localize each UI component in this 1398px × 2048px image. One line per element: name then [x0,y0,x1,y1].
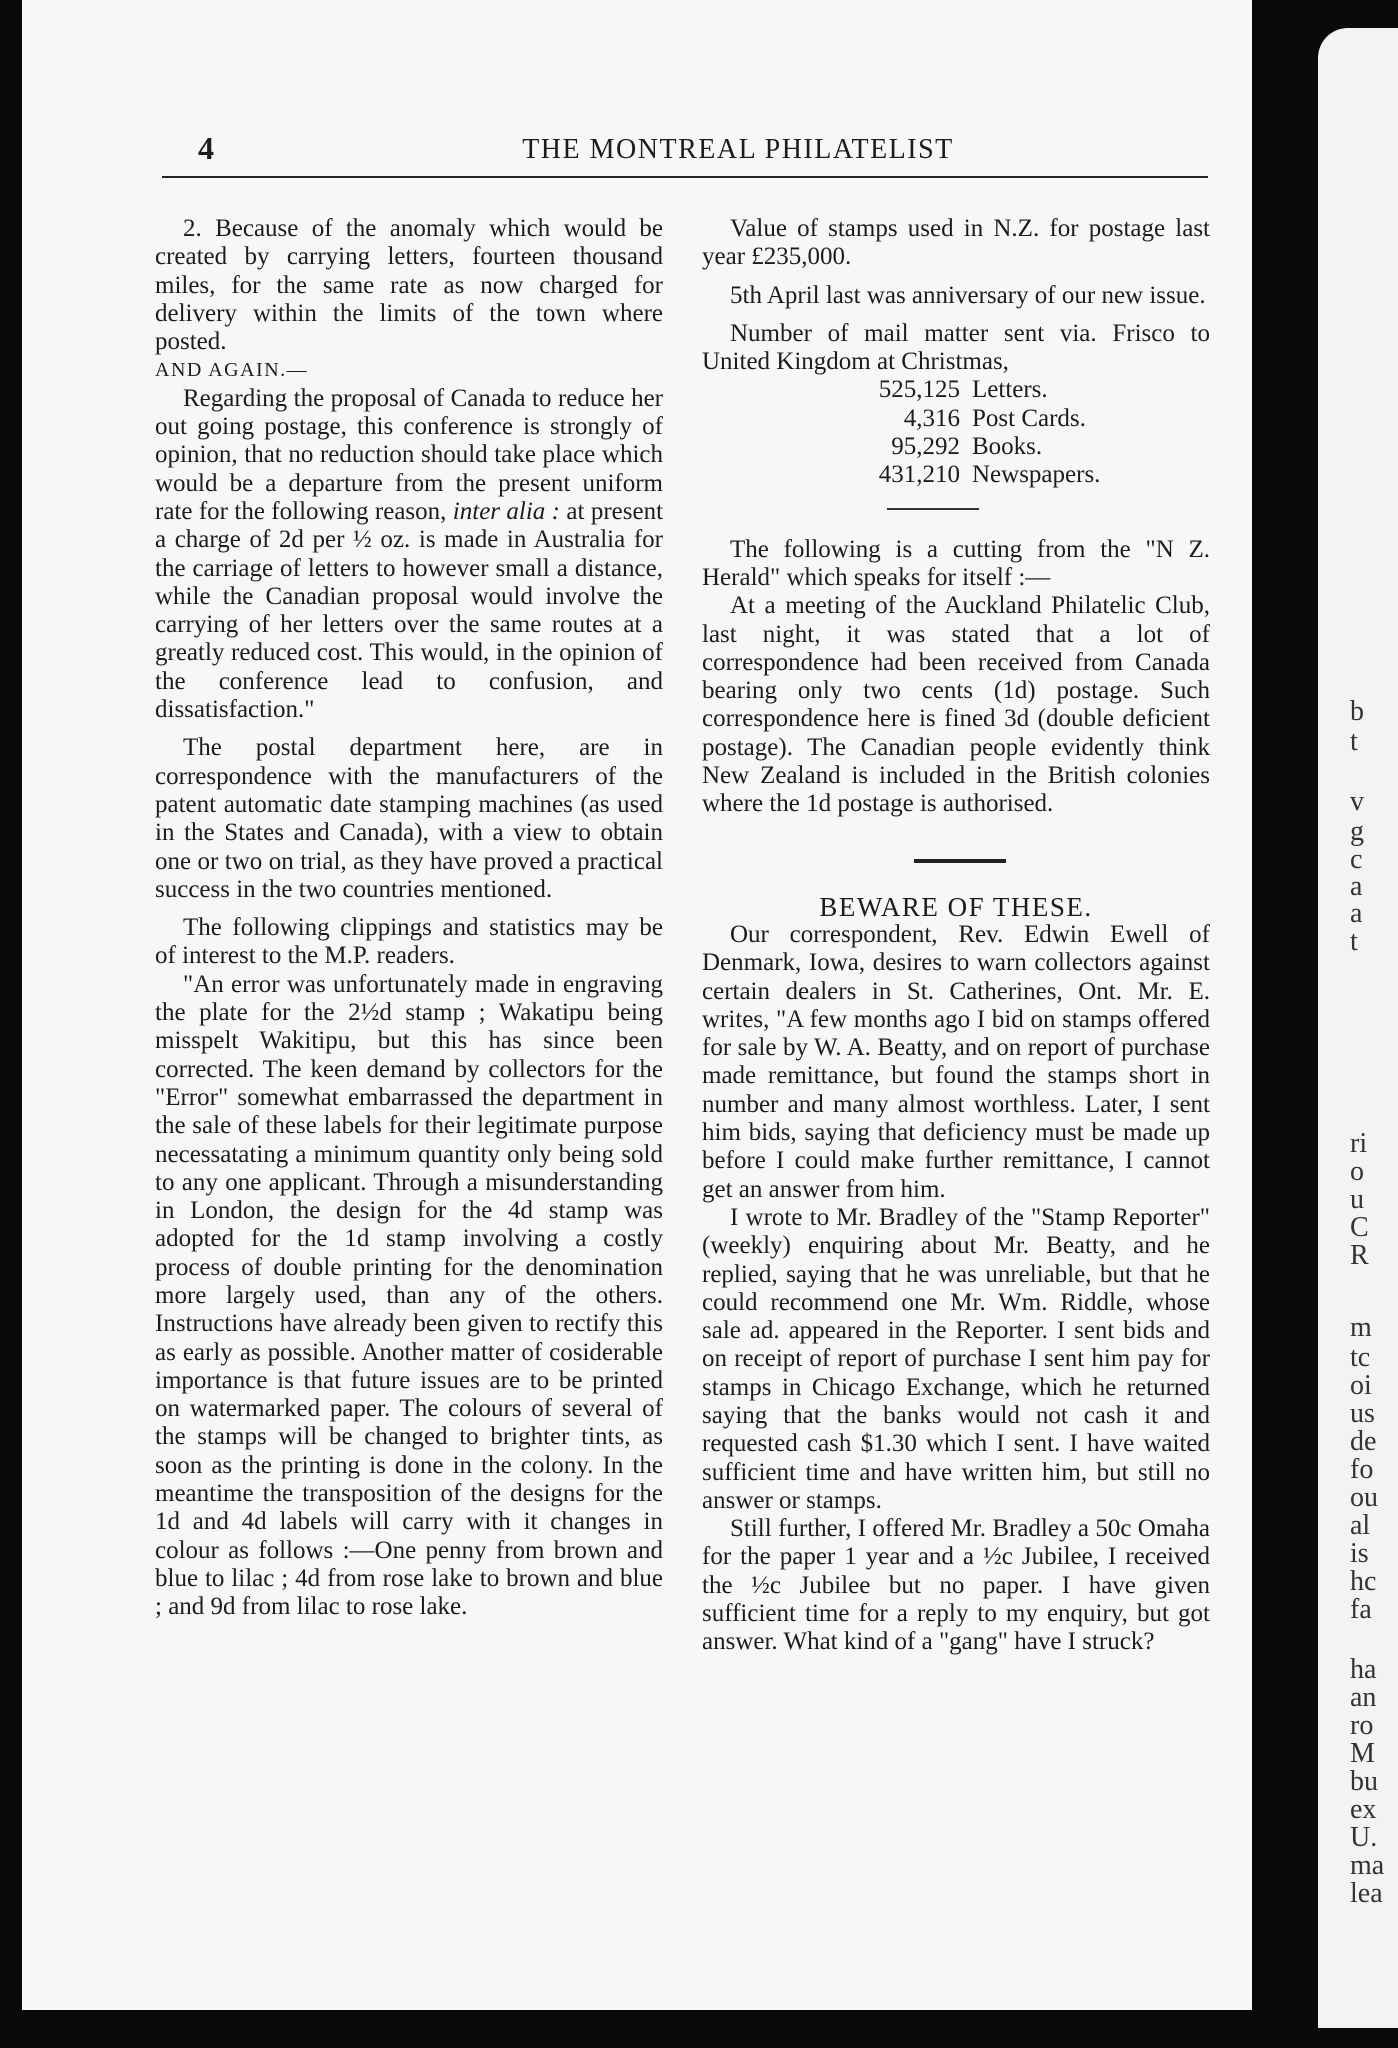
paragraph [155,385,663,725]
adjacent-page-fragment: R [1350,1240,1369,1271]
italic-phrase: inter alia : [452,497,560,525]
running-header [138,126,1208,176]
adjacent-page-fragment: ha [1350,1654,1377,1685]
paragraph-text: Regarding the proposal of Canada to reduce her out going postage, this conference is strongly of opinion, that no reduction should take place which would be a departure from the present uniform rate for the following reason, [155,384,663,525]
stat-label: Post Cards. [972,404,1086,432]
adjacent-page-fragment: fo [1350,1454,1374,1485]
table-row [702,376,1210,404]
paragraph: Number of mail matter sent via. Frisco to United Kingdom at Christmas, [702,319,1210,376]
paragraph: 2. Because of the anomaly which would be created by carrying letters, fourteen thousand miles, for the same rate as now charged for delivery within the limits of the town where posted. [155,215,663,356]
table-row [702,433,1210,461]
adjacent-page-fragment: m [1350,1312,1372,1343]
right-column [702,215,1210,1657]
adjacent-page-fragment: o [1350,1156,1364,1187]
divider [887,508,979,510]
adjacent-page-fragment: u [1350,1184,1364,1215]
adjacent-page-fragment: t [1350,726,1358,757]
adjacent-page-fragment: M [1350,1738,1375,1769]
adjacent-page-fragment: hc [1350,1566,1377,1597]
paragraph: The postal department here, are in correspondence with the manufacturers of the patent automatic date stamping machines (as used in the States and Canada), with a view to obtain one or two on trial, as they have proved a practical success in the two countries mentioned. [155,734,663,903]
stat-number: 525,125 [878,376,960,404]
stat-label: Books. [972,433,1043,461]
paragraph: I wrote to Mr. Bradley of the "Stamp Reporter" (weekly) enquiring about Mr. Beatty, and he replied, saying that he was unreliable, but that he could recommend one Mr. Wm. Riddle, whose sale ad. appeared in the Reporter. I sent bids and on receipt of report of purchase I sent him pay for stamps in Chicago Exchange, which he returned saying that the banks would not cash it and requested cash $1.30 which I sent. I have waited sufficient time and have written him, but still no answer or stamps. [702,1203,1210,1514]
paragraph: Still further, I offered Mr. Bradley a 50c Omaha for the paper 1 year and a ½c Jubilee, I received the ½c Jubilee but no paper. I have given sufficient time for a reply to my enquiry, but got answer. What kind of a "gang" have I struck? [702,1515,1210,1656]
adjacent-page-fragment: a [1350,871,1363,902]
stat-number: 95,292 [891,433,960,461]
adjacent-page-fragment: ou [1350,1482,1378,1513]
mail-statistics-table [702,376,1210,489]
adjacent-page-fragment: tc [1350,1342,1371,1373]
adjacent-page-fragment: us [1350,1398,1375,1429]
section-subheading: AND AGAIN.— [155,359,309,382]
adjacent-page-fragment: g [1350,816,1364,847]
stat-label: Newspapers. [972,461,1101,489]
adjacent-page-fragment: de [1350,1426,1377,1457]
table-row [702,461,1210,489]
adjacent-page-fragment: v [1350,786,1364,817]
adjacent-page-fragment: is [1350,1538,1369,1569]
adjacent-page-fragment: a [1350,898,1363,929]
adjacent-page-fragment: U. [1350,1822,1378,1853]
paragraph: At a meeting of the Auckland Philatelic Club, last night, it was stated that a lot of correspondence had been received from Canada bearing only two cents (1d) postage. Such correspondence here is fined 3d (double deficient postage). The Canadian people evidently think New Zealand is included in the British colonies where the 1d postage is authorised. [702,592,1210,818]
journal-title: THE MONTREAL PHILATELIST [522,134,954,165]
paragraph: The following clippings and statistics may be of interest to the M.P. readers. [155,914,663,970]
adjacent-page-fragment: lea [1350,1878,1383,1909]
adjacent-page-fragment: t [1350,926,1358,957]
adjacent-page-fragment: ex [1350,1794,1377,1825]
section-title: BEWARE OF THESE. [819,891,1093,922]
stat-number: 4,316 [903,404,960,432]
adjacent-page-fragment: al [1350,1510,1371,1541]
adjacent-page-fragment: ro [1350,1710,1374,1741]
adjacent-page-fragment: ma [1350,1850,1385,1881]
adjacent-page-fragment: oi [1350,1370,1372,1401]
paragraph: Our correspondent, Rev. Edwin Ewell of Denmark, Iowa, desires to warn collectors against certain dealers in St. Catherines, Ont. Mr. E. writes, "A few months ago I bid on stamps offered for sale by W. A. Beatty, and on report of purchase made remittance, but found the stamps short in number and many almost worthless. Later, I sent him bids, saying that deficiency must be made up before I could make further remittance, I cannot get an answer from him. [702,920,1210,1203]
section-divider [914,859,1006,863]
adjacent-page-fragment: b [1350,696,1364,727]
page-number: 4 [198,130,214,166]
paragraph: The following is a cutting from the "N Z. Herald" which speaks for itself :— [702,535,1210,591]
paragraph-text: at present a charge of 2d per ½ oz. is made in Australia for the carriage of letters to however small a distance, while the Canadian proposal would involve the carrying of her letters over the same routes at a greatly reduced cost. This would, in the opinion of the conference lead to confusion, and dissatisfaction." [155,497,664,724]
adjacent-page-fragment: bu [1350,1766,1378,1797]
adjacent-page-fragment: c [1350,844,1363,875]
table-row [702,405,1210,433]
header-rule [162,176,1208,178]
adjacent-page-fragment: fa [1350,1594,1372,1625]
paragraph: Value of stamps used in N.Z. for postage last year £235,000. [702,215,1210,271]
paragraph: 5th April last was anniversary of our new issue. [730,281,1206,309]
stat-label: Letters. [972,376,1048,404]
adjacent-page-fragment: an [1350,1682,1377,1713]
quoted-clipping: "An error was unfortunately made in engraving the plate for the 2½d stamp ; Wakatipu being misspelt Wakitipu, but this has since been corrected. The keen demand by collectors for the "Error" somewhat embarrassed the department in the sale of these labels for their legitimate purpose necessatating a minimum quantity only being sold to any one applicant. Through a misunderstanding in London, the design for the 4d stamp was adopted for the 1d stamp involving a costly process of double printing for the denomination more largely used, than any of the others. Instructions have already been given to rectify this as early as possible. Another matter of cosiderable importance is that future issues are to be printed on watermarked paper. The colours of several of the stamps will be changed to brighter tints, as soon as the printing is done in the colony. In the meantime the transposition of the designs for the 1d and 4d labels will carry with it changes in colour as follows :—One penny from brown and blue to lilac ; 4d from rose lake to brown and blue ; and 9d from lilac to rose lake. [155,970,663,1621]
adjacent-page-fragment: C [1350,1212,1369,1243]
adjacent-page-fragment: ri [1350,1128,1368,1159]
stat-number: 431,210 [878,461,960,489]
adjacent-page-edge [1318,28,1398,2028]
left-column [155,215,663,1622]
